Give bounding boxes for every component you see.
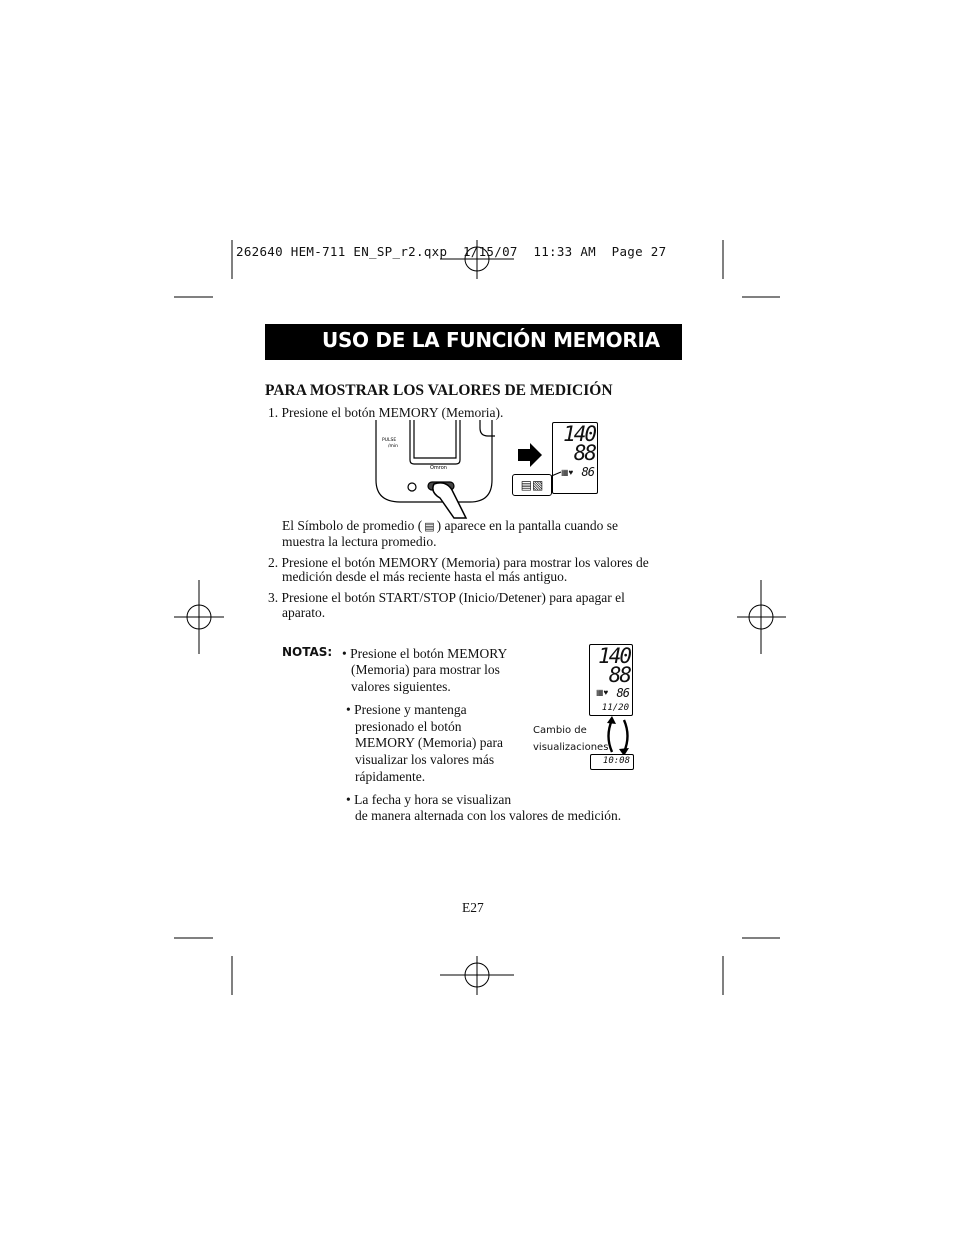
alternation-caption-line2: visualizaciones [533, 742, 609, 753]
note-3-line1: • La fecha y hora se visualizan [346, 792, 512, 807]
memory-icon-2: ▦♥ [596, 688, 609, 697]
step-3-line2: aparato. [282, 605, 326, 620]
alternation-caption-line1: Cambio de [533, 725, 587, 736]
print-slug: 262640 HEM-711 EN_SP_r2.qxp 1/15/07 11:33 AM Page 27 [236, 244, 667, 259]
note-2-line5: rápidamente. [355, 769, 426, 784]
brand-logo: Omron [430, 465, 447, 471]
dia-value-2: 88 [608, 663, 630, 687]
average-symbol-line2: muestra la lectura promedio. [282, 534, 437, 549]
time-value: 10:08 [602, 756, 630, 766]
note-3-line2: de manera alternada con los valores de medición. [355, 808, 622, 823]
note-2-line2: presionado el botón [355, 719, 462, 734]
date-value: 11/20 [601, 703, 629, 713]
page-number: E27 [462, 900, 484, 915]
sys-value: 140 [563, 422, 595, 446]
notes-label: NOTAS: [282, 645, 333, 659]
memory-icon: ▦♥ [561, 468, 574, 477]
average-symbol-line1: El Símbolo de promedio ( ▤ ) aparece en la pantalla cuando se [282, 518, 619, 533]
step-2-line1: 2. Presione el botón MEMORY (Memoria) para mostrar los valores de [268, 555, 649, 570]
note-2-line1: • Presione y mantenga [346, 702, 467, 717]
note-1-line3: valores siguientes. [351, 679, 451, 694]
note-2-line4: visualizar los valores más [355, 752, 495, 767]
sys-value-2: 140 [598, 644, 630, 668]
step-2-line2: medición desde el más reciente hasta el más antiguo. [282, 569, 568, 584]
pulse-unit: /min [388, 444, 399, 449]
dia-value: 88 [573, 441, 595, 465]
time-display [590, 754, 634, 770]
average-symbol-icon: ▤ [424, 521, 435, 533]
note-1-line2: (Memoria) para mostrar los [351, 662, 500, 677]
note-2-line3: MEMORY (Memoria) para [355, 735, 503, 750]
finger-illustration [433, 483, 466, 518]
section-heading: PARA MOSTRAR LOS VALORES DE MEDICIÓN [265, 382, 613, 399]
arrow-right-icon [518, 443, 542, 467]
step-3-line1: 3. Presione el botón START/STOP (Inicio/Detener) para apagar el [268, 590, 625, 605]
average-and-memory-icons: ▤▧ [512, 474, 552, 496]
step-1: 1. Presione el botón MEMORY (Memoria). [268, 405, 504, 420]
note-1-line1: • Presione el botón MEMORY [342, 646, 508, 661]
lcd-display-2 [589, 644, 633, 716]
pulse-label: PULSE [382, 438, 397, 443]
pulse-value-2: 86 [616, 686, 629, 700]
page-title: USO DE LA FUNCIÓN MEMORIA [322, 328, 660, 352]
pulse-value: 86 [581, 465, 594, 479]
